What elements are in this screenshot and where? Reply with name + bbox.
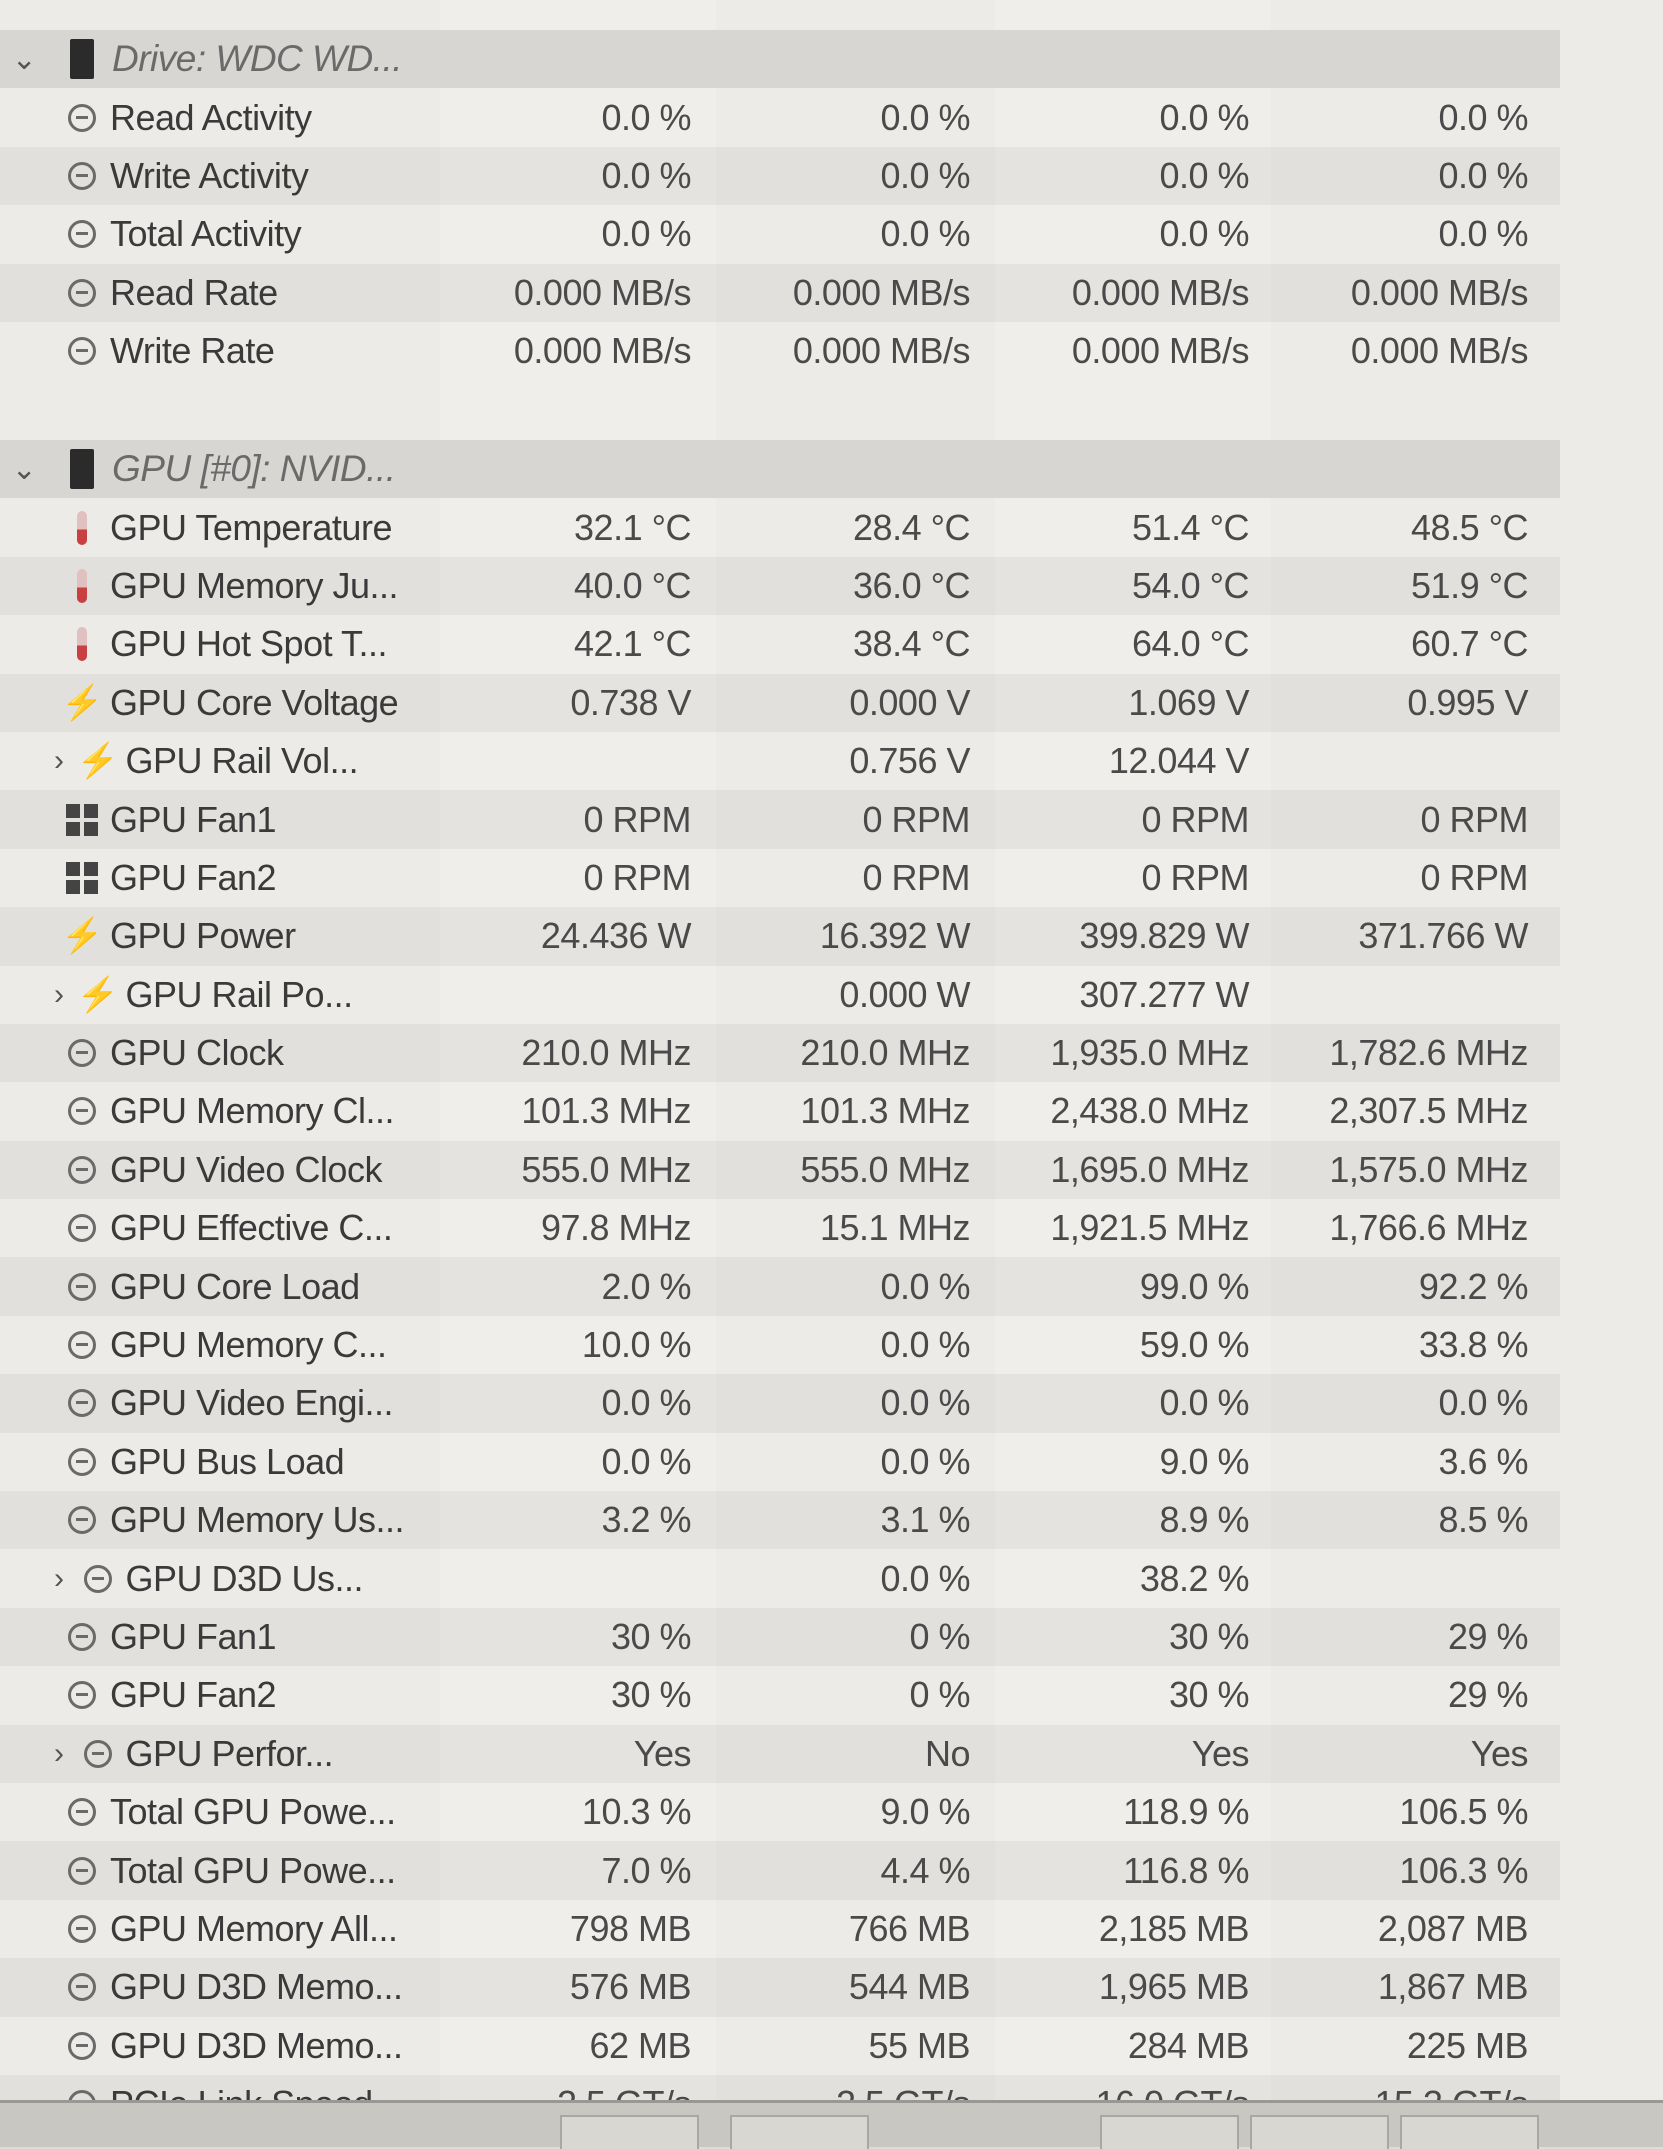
current-value: 0.000 MB/s bbox=[513, 330, 691, 372]
minimum-value: 55 MB bbox=[868, 2024, 970, 2066]
maximum-value: 1,965 MB bbox=[1098, 1966, 1249, 2008]
thermometer-icon bbox=[64, 510, 100, 546]
sensor-row[interactable] bbox=[0, 615, 1560, 673]
current-value: 101.3 MHz bbox=[521, 1090, 691, 1132]
gauge-icon bbox=[64, 1677, 100, 1713]
minimum-value: No bbox=[924, 1732, 970, 1774]
maximum-value: 2,438.0 MHz bbox=[1050, 1090, 1249, 1132]
sensor-row[interactable] bbox=[0, 1082, 1560, 1140]
sensor-row[interactable] bbox=[0, 732, 1560, 790]
sensor-label: GPU D3D Us... bbox=[125, 1557, 364, 1599]
gauge-icon bbox=[64, 216, 100, 252]
current-value: 30 % bbox=[610, 1674, 691, 1716]
sensor-row[interactable] bbox=[0, 1374, 1560, 1432]
sensor-label-cell bbox=[0, 1149, 440, 1191]
maximum-value: 99.0 % bbox=[1139, 1265, 1249, 1307]
minimum-value: 16.392 W bbox=[819, 915, 970, 957]
current-value: 3.2 % bbox=[601, 1499, 691, 1541]
minimum-value: 0.0 % bbox=[880, 96, 970, 138]
gpu-title: GPU [#0]: NVID... bbox=[112, 448, 396, 490]
average-value: 3.6 % bbox=[1438, 1440, 1528, 1482]
chevron-right-icon[interactable]: › bbox=[54, 1561, 64, 1595]
maximum-value: 0.0 % bbox=[1159, 213, 1249, 255]
current-value: 62 MB bbox=[589, 2024, 691, 2066]
maximum-value: 1,695.0 MHz bbox=[1050, 1148, 1249, 1190]
drive-title: Drive: WDC WD... bbox=[112, 38, 403, 80]
minimum-value: 210.0 MHz bbox=[800, 1032, 970, 1074]
maximum-value: 0 RPM bbox=[1141, 798, 1249, 840]
maximum-value: 30 % bbox=[1168, 1674, 1249, 1716]
sensor-row[interactable] bbox=[0, 849, 1560, 907]
sensor-label: GPU Memory All... bbox=[110, 1907, 398, 1949]
sensor-row[interactable] bbox=[0, 1725, 1560, 1783]
minimum-value: 0.000 MB/s bbox=[792, 271, 970, 313]
current-value: Yes bbox=[633, 1732, 691, 1774]
minimum-value: 0.0 % bbox=[880, 1557, 970, 1599]
minimum-value: 15.1 MHz bbox=[819, 1207, 970, 1249]
minimum-value: 0.0 % bbox=[880, 154, 970, 196]
sensor-label-cell bbox=[0, 915, 440, 957]
current-value: 7.0 % bbox=[601, 1849, 691, 1891]
average-value: 2,307.5 MHz bbox=[1329, 1090, 1528, 1132]
sensor-label: GPU Bus Load bbox=[110, 1440, 345, 1482]
minimum-value: 544 MB bbox=[848, 1966, 970, 2008]
maximum-value: 38.2 % bbox=[1139, 1557, 1249, 1599]
lightning-icon: ⚡ bbox=[61, 917, 103, 956]
sensor-label: GPU Temperature bbox=[110, 506, 392, 548]
current-value: 32.1 °C bbox=[574, 506, 691, 548]
gauge-icon bbox=[64, 333, 100, 369]
current-value: 42.1 °C bbox=[574, 623, 691, 665]
sensor-label: GPU Core Load bbox=[110, 1265, 360, 1307]
average-value: 0.0 % bbox=[1438, 96, 1528, 138]
maximum-value: 284 MB bbox=[1127, 2024, 1249, 2066]
maximum-value: 0.0 % bbox=[1159, 1382, 1249, 1424]
minimum-value: 555.0 MHz bbox=[800, 1148, 970, 1190]
average-value: 29 % bbox=[1447, 1616, 1528, 1657]
average-value: 60.7 °C bbox=[1411, 623, 1528, 665]
average-value: 0.0 % bbox=[1438, 154, 1528, 196]
current-value: 555.0 MHz bbox=[521, 1148, 691, 1190]
current-value: 576 MB bbox=[569, 1966, 691, 2008]
sensor-label-cell bbox=[0, 740, 440, 782]
sensor-row[interactable] bbox=[0, 1900, 1560, 1958]
chevron-right-icon[interactable]: › bbox=[54, 977, 64, 1011]
sensor-row[interactable] bbox=[0, 1608, 1560, 1666]
average-value: 0.0 % bbox=[1438, 1382, 1528, 1424]
maximum-value: 51.4 °C bbox=[1132, 506, 1249, 548]
sensor-row[interactable] bbox=[0, 1958, 1560, 2016]
sensor-row[interactable] bbox=[0, 1549, 1560, 1607]
lightning-icon: ⚡ bbox=[76, 742, 119, 781]
sensor-row[interactable] bbox=[0, 1666, 1560, 1724]
sensor-label-cell bbox=[0, 2025, 440, 2067]
current-value: 798 MB bbox=[569, 1907, 691, 1949]
fan-icon bbox=[64, 860, 100, 896]
maximum-value: 64.0 °C bbox=[1132, 623, 1249, 665]
gauge-icon bbox=[80, 1561, 116, 1597]
sensor-row[interactable] bbox=[0, 790, 1560, 848]
sensor-label-cell bbox=[0, 1850, 440, 1892]
current-value: 0 RPM bbox=[583, 856, 691, 898]
average-value: 0.000 MB/s bbox=[1350, 271, 1528, 313]
sensor-row[interactable] bbox=[0, 1491, 1560, 1549]
sensor-label-cell bbox=[0, 1674, 440, 1716]
average-value: 1,782.6 MHz bbox=[1329, 1032, 1528, 1074]
fan-icon bbox=[64, 802, 100, 838]
average-value: 106.5 % bbox=[1399, 1791, 1528, 1833]
gauge-icon bbox=[64, 1152, 100, 1188]
minimum-value: 0.0 % bbox=[880, 1324, 970, 1366]
sensor-label-cell bbox=[0, 97, 440, 139]
maximum-value: 399.829 W bbox=[1079, 915, 1249, 957]
chevron-down-icon[interactable]: ⌄ bbox=[11, 42, 37, 76]
average-value: 0.0 % bbox=[1438, 213, 1528, 255]
sensor-label: GPU Hot Spot T... bbox=[110, 623, 387, 665]
minimum-value: 4.4 % bbox=[880, 1849, 970, 1891]
sensor-label: GPU Perfor... bbox=[125, 1732, 334, 1774]
sensor-label-cell bbox=[0, 1791, 440, 1833]
average-value: 0 RPM bbox=[1420, 856, 1528, 898]
lightning-icon: ⚡ bbox=[76, 975, 119, 1014]
drive-section bbox=[0, 30, 1560, 380]
average-value: 33.8 % bbox=[1418, 1324, 1528, 1366]
maximum-value: 54.0 °C bbox=[1132, 564, 1249, 606]
sensor-label: GPU Memory Cl... bbox=[110, 1090, 395, 1132]
sensor-label-cell bbox=[0, 155, 440, 197]
average-value: 92.2 % bbox=[1418, 1265, 1528, 1307]
average-value: 8.5 % bbox=[1438, 1499, 1528, 1541]
maximum-value: 1.069 V bbox=[1128, 681, 1249, 723]
minimum-value: 0.0 % bbox=[880, 213, 970, 255]
gauge-icon bbox=[80, 1736, 116, 1772]
sensor-label-cell bbox=[0, 623, 440, 665]
minimum-value: 9.0 % bbox=[880, 1791, 970, 1833]
drive-icon bbox=[70, 39, 94, 79]
sensor-label-cell bbox=[0, 682, 440, 724]
sensor-label-cell bbox=[0, 1090, 440, 1132]
sensor-label-cell bbox=[0, 1966, 440, 2008]
sensor-row[interactable] bbox=[0, 264, 1560, 322]
minimum-value: 0 RPM bbox=[862, 856, 970, 898]
current-value: 24.436 W bbox=[540, 915, 691, 957]
sensor-label: GPU Memory C... bbox=[110, 1324, 387, 1366]
sensor-label: GPU Clock bbox=[110, 1032, 284, 1074]
maximum-value: 9.0 % bbox=[1159, 1440, 1249, 1482]
gauge-icon bbox=[64, 1327, 100, 1363]
sensor-label-cell bbox=[0, 1908, 440, 1950]
sensor-row[interactable] bbox=[0, 147, 1560, 205]
thermometer-icon bbox=[64, 568, 100, 604]
gauge-icon bbox=[64, 158, 100, 194]
chevron-right-icon[interactable]: › bbox=[54, 1736, 64, 1770]
sensor-label-cell bbox=[0, 1616, 440, 1658]
sensor-row[interactable] bbox=[0, 322, 1560, 380]
minimum-value: 0 RPM bbox=[862, 798, 970, 840]
gauge-icon bbox=[64, 1502, 100, 1538]
sensor-label: Write Activity bbox=[110, 154, 309, 196]
minimum-value: 38.4 °C bbox=[853, 623, 970, 665]
average-value: 1,867 MB bbox=[1377, 1966, 1528, 2008]
maximum-value: 30 % bbox=[1168, 1616, 1249, 1657]
drive-header-row[interactable] bbox=[0, 30, 1560, 88]
sensor-label: GPU D3D Memo... bbox=[110, 2024, 403, 2066]
sensor-label: GPU Core Voltage bbox=[110, 681, 399, 723]
maximum-value: 116.8 % bbox=[1123, 1849, 1249, 1891]
average-value: 0.995 V bbox=[1407, 681, 1528, 723]
gauge-icon bbox=[64, 275, 100, 311]
maximum-value: 12.044 V bbox=[1108, 740, 1249, 782]
sensor-label-cell bbox=[0, 213, 440, 255]
sensor-label: Total GPU Powe... bbox=[110, 1791, 396, 1833]
maximum-value: 307.277 W bbox=[1079, 973, 1249, 1015]
maximum-value: 1,935.0 MHz bbox=[1050, 1032, 1249, 1074]
average-value: 0 RPM bbox=[1420, 798, 1528, 840]
sensor-label-cell bbox=[0, 857, 440, 899]
current-value: 0.0 % bbox=[601, 1382, 691, 1424]
gpu-rows bbox=[0, 498, 1560, 2133]
gauge-icon bbox=[64, 1035, 100, 1071]
bottom-toolbar bbox=[0, 2100, 1663, 2147]
average-value: 371.766 W bbox=[1358, 915, 1528, 957]
drive-rows bbox=[0, 88, 1560, 380]
average-value: 48.5 °C bbox=[1411, 506, 1528, 548]
sensor-label-cell bbox=[0, 799, 440, 841]
chevron-down-icon[interactable]: ⌄ bbox=[11, 452, 37, 486]
current-value: 40.0 °C bbox=[574, 564, 691, 606]
minimum-value: 3.1 % bbox=[880, 1499, 970, 1541]
average-value: 225 MB bbox=[1406, 2024, 1528, 2066]
sensor-label: Total Activity bbox=[110, 213, 302, 255]
gpu-header-row[interactable] bbox=[0, 440, 1560, 498]
sensor-row[interactable] bbox=[0, 907, 1560, 965]
maximum-value: 0 RPM bbox=[1141, 856, 1249, 898]
minimum-value: 36.0 °C bbox=[853, 564, 970, 606]
maximum-value: 59.0 % bbox=[1139, 1324, 1249, 1366]
gauge-icon bbox=[64, 1093, 100, 1129]
current-value: 30 % bbox=[610, 1616, 691, 1657]
maximum-value: 118.9 % bbox=[1123, 1791, 1249, 1833]
sensor-row[interactable] bbox=[0, 1316, 1560, 1374]
current-value: 97.8 MHz bbox=[540, 1207, 691, 1249]
sensor-label: GPU Fan2 bbox=[110, 1674, 277, 1716]
sensor-row[interactable] bbox=[0, 966, 1560, 1024]
sensor-label: GPU D3D Memo... bbox=[110, 1966, 403, 2008]
current-value: 0.738 V bbox=[570, 681, 691, 723]
sensor-row[interactable] bbox=[0, 674, 1560, 732]
sensor-row[interactable] bbox=[0, 1783, 1560, 1841]
current-value: 10.3 % bbox=[581, 1791, 691, 1833]
minimum-value: 0 % bbox=[909, 1616, 970, 1657]
sensor-row[interactable] bbox=[0, 1841, 1560, 1899]
sensor-label-cell bbox=[0, 1733, 440, 1775]
gpu-icon bbox=[70, 449, 94, 489]
sensor-label: GPU Rail Po... bbox=[125, 973, 353, 1015]
sensor-row[interactable] bbox=[0, 88, 1560, 146]
current-value: 210.0 MHz bbox=[521, 1032, 691, 1074]
sensor-label-cell bbox=[0, 1207, 440, 1249]
sensor-label-cell bbox=[0, 330, 440, 372]
maximum-value: 0.0 % bbox=[1159, 154, 1249, 196]
minimum-value: 0.0 % bbox=[880, 1440, 970, 1482]
lightning-icon: ⚡ bbox=[61, 683, 103, 722]
current-value: 0.0 % bbox=[601, 1440, 691, 1482]
sensor-row[interactable] bbox=[0, 2017, 1560, 2075]
minimum-value: 0.000 V bbox=[849, 681, 970, 723]
average-value: Yes bbox=[1470, 1732, 1528, 1774]
sensor-label: GPU Effective C... bbox=[110, 1207, 393, 1249]
current-value: 0.0 % bbox=[601, 96, 691, 138]
sensor-label-cell bbox=[0, 507, 440, 549]
sensor-label: GPU Video Engi... bbox=[110, 1382, 393, 1424]
maximum-value: 1,921.5 MHz bbox=[1050, 1207, 1249, 1249]
sensor-label: GPU Power bbox=[110, 915, 296, 957]
sensor-label-cell bbox=[0, 565, 440, 607]
average-value: 2,087 MB bbox=[1377, 1907, 1528, 1949]
current-value: 0.0 % bbox=[601, 154, 691, 196]
sensor-row[interactable] bbox=[0, 205, 1560, 263]
sensor-label: Write Rate bbox=[110, 330, 275, 372]
current-value: 2.0 % bbox=[601, 1265, 691, 1307]
average-value: 106.3 % bbox=[1399, 1849, 1528, 1891]
minimum-value: 0.000 W bbox=[839, 973, 970, 1015]
sensor-label: Read Rate bbox=[110, 271, 278, 313]
minimum-value: 0.0 % bbox=[880, 1265, 970, 1307]
sensor-label-cell bbox=[0, 1382, 440, 1424]
minimum-value: 0.756 V bbox=[849, 740, 970, 782]
gauge-icon bbox=[64, 1210, 100, 1246]
gauge-icon bbox=[64, 1794, 100, 1830]
gauge-icon bbox=[64, 1269, 100, 1305]
average-value: 1,766.6 MHz bbox=[1329, 1207, 1528, 1249]
sensor-label: GPU Memory Ju... bbox=[110, 564, 399, 606]
thermometer-icon bbox=[64, 626, 100, 662]
minimum-value: 0.000 MB/s bbox=[792, 330, 970, 372]
gauge-icon bbox=[64, 1385, 100, 1421]
sensor-row[interactable] bbox=[0, 1257, 1560, 1315]
sensor-label: Read Activity bbox=[110, 96, 312, 138]
current-value: 0.000 MB/s bbox=[513, 271, 691, 313]
sensor-label-cell bbox=[0, 974, 440, 1016]
minimum-value: 766 MB bbox=[848, 1907, 970, 1949]
sensor-row[interactable] bbox=[0, 1433, 1560, 1491]
maximum-value: 0.0 % bbox=[1159, 96, 1249, 138]
gpu-section bbox=[0, 440, 1560, 2133]
gauge-icon bbox=[64, 2028, 100, 2064]
maximum-value: 8.9 % bbox=[1159, 1499, 1249, 1541]
average-value: 29 % bbox=[1447, 1674, 1528, 1716]
sensor-label: GPU Video Clock bbox=[110, 1148, 382, 1190]
minimum-value: 101.3 MHz bbox=[800, 1090, 970, 1132]
sensor-row[interactable] bbox=[0, 1141, 1560, 1199]
gauge-icon bbox=[64, 1619, 100, 1655]
sensor-row[interactable] bbox=[0, 498, 1560, 556]
gauge-icon bbox=[64, 1911, 100, 1947]
sensor-label-cell bbox=[0, 1499, 440, 1541]
sensor-label-cell bbox=[0, 1032, 440, 1074]
maximum-value: Yes bbox=[1191, 1732, 1249, 1774]
gauge-icon bbox=[64, 100, 100, 136]
sensor-row[interactable] bbox=[0, 557, 1560, 615]
minimum-value: 28.4 °C bbox=[853, 506, 970, 548]
sensor-row[interactable] bbox=[0, 1199, 1560, 1257]
sensor-label-cell bbox=[0, 1266, 440, 1308]
maximum-value: 0.000 MB/s bbox=[1071, 330, 1249, 372]
chevron-right-icon[interactable]: › bbox=[54, 744, 64, 778]
maximum-value: 0.000 MB/s bbox=[1071, 271, 1249, 313]
sensor-label-cell bbox=[0, 1324, 440, 1366]
minimum-value: 0.0 % bbox=[880, 1382, 970, 1424]
gauge-icon bbox=[64, 1444, 100, 1480]
sensor-row[interactable] bbox=[0, 1024, 1560, 1082]
average-value: 51.9 °C bbox=[1411, 564, 1528, 606]
sensor-label: Total GPU Powe... bbox=[110, 1849, 396, 1891]
sensor-label: GPU Fan2 bbox=[110, 856, 277, 898]
sensor-label: GPU Fan1 bbox=[110, 1616, 277, 1657]
sensor-label: GPU Rail Vol... bbox=[125, 740, 359, 782]
sensor-label: GPU Memory Us... bbox=[110, 1499, 405, 1541]
maximum-value: 2,185 MB bbox=[1098, 1907, 1249, 1949]
gauge-icon bbox=[64, 1853, 100, 1889]
gauge-icon bbox=[64, 1969, 100, 2005]
average-value: 1,575.0 MHz bbox=[1329, 1148, 1528, 1190]
sensor-label: GPU Fan1 bbox=[110, 798, 277, 840]
sensor-label-cell bbox=[0, 1441, 440, 1483]
current-value: 0.0 % bbox=[601, 213, 691, 255]
sensor-label-cell bbox=[0, 1558, 440, 1600]
sensor-label-cell bbox=[0, 272, 440, 314]
average-value: 0.000 MB/s bbox=[1350, 330, 1528, 372]
minimum-value: 0 % bbox=[909, 1674, 970, 1716]
current-value: 0 RPM bbox=[583, 798, 691, 840]
current-value: 10.0 % bbox=[581, 1324, 691, 1366]
